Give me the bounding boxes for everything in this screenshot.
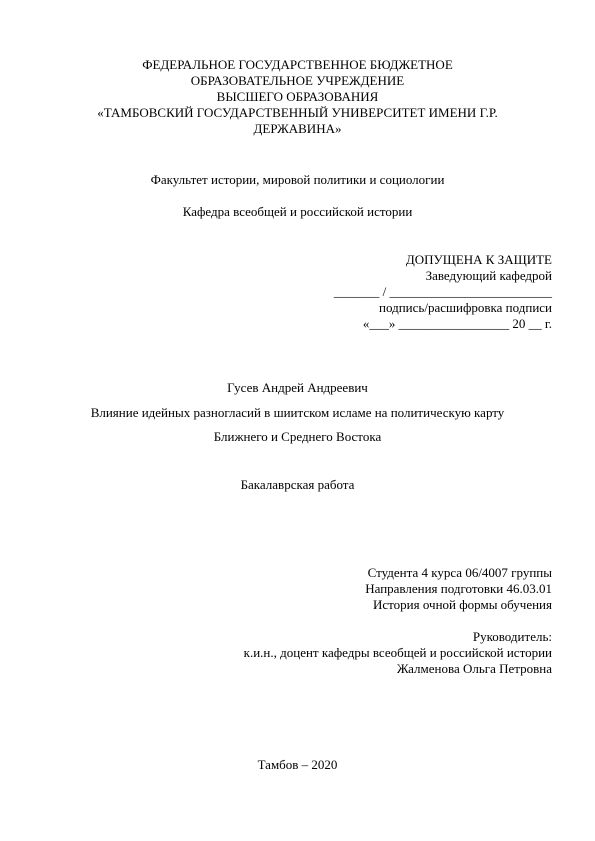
header-line-3: ВЫСШЕГО ОБРАЗОВАНИЯ xyxy=(216,89,379,104)
header-line-1: ФЕДЕРАЛЬНОЕ ГОСУДАРСТВЕННОЕ БЮДЖЕТНОЕ xyxy=(142,57,453,72)
thesis-title-line-2: Ближнего и Среднего Востока xyxy=(213,429,382,444)
student-info xyxy=(365,565,552,613)
work-type: Бакалаврская работа xyxy=(240,477,355,492)
thesis-title xyxy=(0,405,595,445)
header-line-4: «ТАМБОВСКИЙ ГОСУДАРСТВЕННЫЙ УНИВЕРСИТЕТ ИМЕНИ Г.Р. xyxy=(97,105,498,120)
city-year: Тамбов – 2020 xyxy=(257,757,338,772)
approval-date-line: «___» _________________ 20 __ г. xyxy=(362,316,552,331)
header-line-2: ОБРАЗОВАТЕЛЬНОЕ УЧРЕЖДЕНИЕ xyxy=(190,73,405,88)
department-name: Кафедра всеобщей и российской истории xyxy=(182,204,413,219)
approval-block xyxy=(334,252,552,332)
student-study-form: История очной формы обучения xyxy=(373,597,552,612)
student-direction: Направления подготовки 46.03.01 xyxy=(365,581,552,596)
signature-caption: подпись/расшифровка подписи xyxy=(379,300,552,315)
supervisor-label: Руководитель: xyxy=(472,629,552,644)
thesis-title-line-1: Влияние идейных разногласий в шиитском исламе на политическую карту xyxy=(90,405,505,420)
student-course-group: Студента 4 курса 06/4007 группы xyxy=(367,565,552,580)
author-name: Гусев Андрей Андреевич xyxy=(227,380,368,395)
university-header xyxy=(0,57,595,137)
supervisor-block xyxy=(244,629,552,677)
supervisor-name: Жалменова Ольга Петровна xyxy=(396,661,552,676)
supervisor-position: к.и.н., доцент кафедры всеобщей и российской истории xyxy=(243,645,552,660)
approval-title: ДОПУЩЕНА К ЗАЩИТЕ xyxy=(405,252,552,267)
header-line-5: ДЕРЖАВИНА» xyxy=(253,121,342,136)
signature-line: _______ / _________________________ xyxy=(333,284,552,299)
faculty-name: Факультет истории, мировой политики и социологии xyxy=(150,172,445,187)
approval-role: Заведующий кафедрой xyxy=(425,268,552,283)
